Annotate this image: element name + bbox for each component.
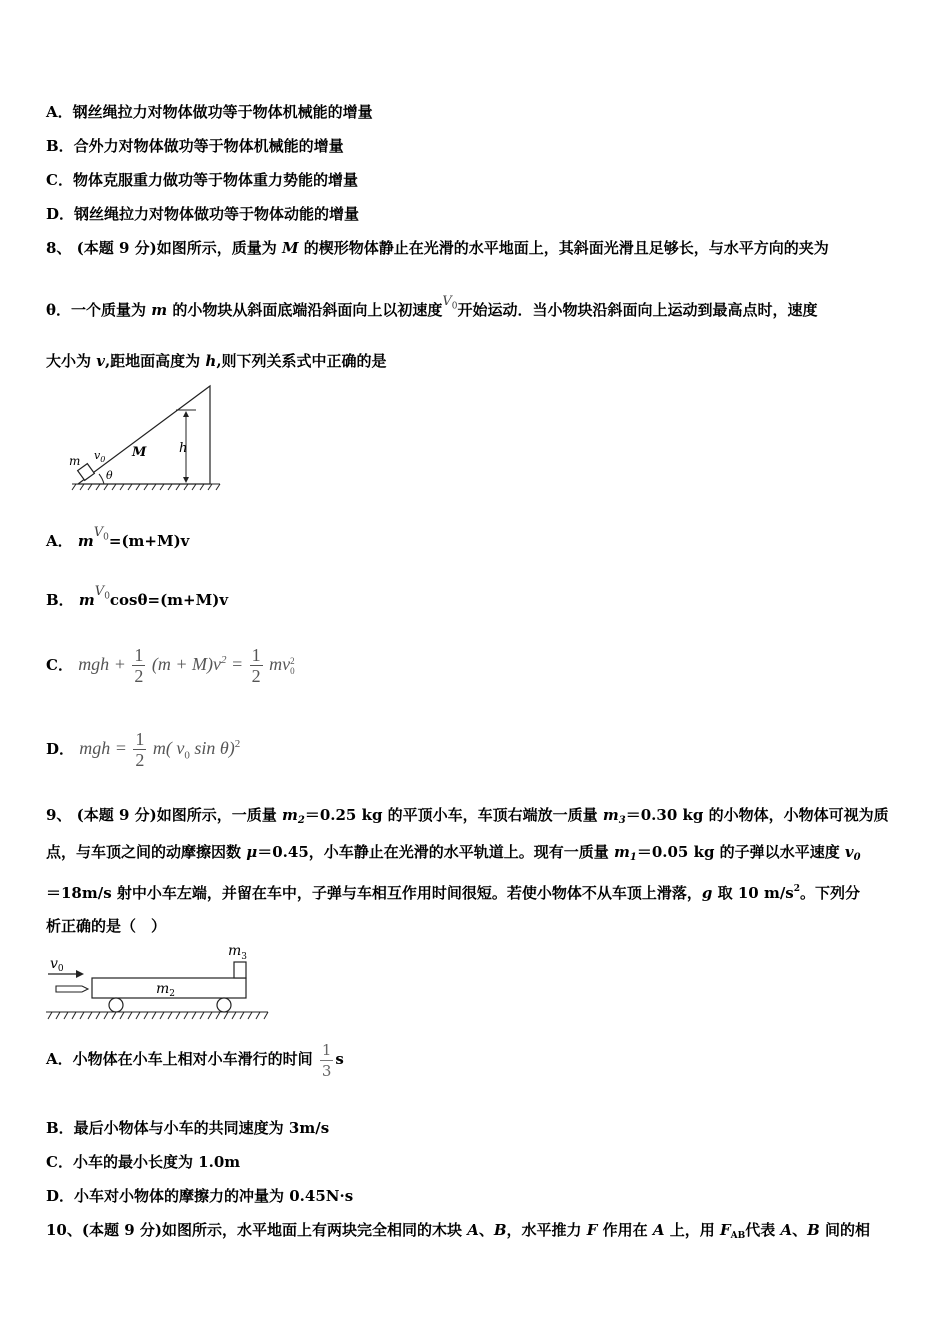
fraction-one-third: $\frac{1}{3}$	[321, 1040, 332, 1080]
q8-stem-line2: θ．一个质量为 m 的小物块从斜面底端沿斜面向上以初速度$V_0$开始运动．当小物块沿斜面向上运动到最高点时，速度	[46, 294, 818, 319]
q9-stem-line1: 9、 (本题 9 分)如图所示，一质量 $m_2=0.25$ kg 的平顶小车，车顶右端放一质量 $m_3=0.30$ kg 的小物体，小物体可视为质	[46, 806, 889, 826]
q7-option-d: D．钢丝绳拉力对物体做功等于物体动能的增量	[46, 205, 360, 223]
q8-stem-line1: 8、 (本题 9 分)如图所示，质量为 M 的楔形物体静止在光滑的水平地面上，其斜面光滑且足够长，与水平方向的夹为	[46, 239, 829, 257]
q8-wedge-figure	[64, 380, 224, 492]
height-arrowhead-down	[183, 477, 189, 483]
label-v0: $v_0$	[50, 956, 64, 974]
cart-wheel-right	[217, 998, 231, 1012]
bullet	[56, 986, 88, 992]
label-h: h	[179, 441, 188, 456]
q9-stem-line3: ＝18m/s 射中小车左端，并留在车中，子弹与车相互作用时间很短。若使小物体不从车顶上滑落，g 取 10 $m/s^2$。下列分	[46, 884, 861, 902]
label-M: M	[132, 445, 147, 460]
q8-option-b: B． $mV_0\cos\theta=(m+M)v$	[46, 584, 229, 609]
q9-option-c: C．小车的最小长度为 1.0m	[46, 1153, 241, 1171]
q9-stem-line4: 析正确的是（ ）	[46, 917, 167, 935]
q8-stem-line3: 大小为 v,距地面高度为 h,则下列关系式中正确的是	[46, 352, 387, 370]
q8-option-d: D． mgh = $\frac{1}{2}$ m( $v_0$ sin θ)$^2$	[46, 729, 241, 771]
q8-option-c: C． mgh + $\frac{1}{2}$ $(m + M)v^2$ = $\frac{1}{2}$ mv 2 0	[46, 645, 295, 687]
q9-cart-figure	[44, 940, 270, 1024]
v0-symbol: $V_0$	[442, 294, 458, 312]
velocity-arrowhead	[76, 970, 84, 978]
rail-hatching	[46, 1012, 268, 1019]
label-v0: $v_0$	[94, 449, 106, 464]
q9-stem-line2: 点，与车顶之间的动摩擦因数 μ＝0.45，小车静止在光滑的水平轨道上。现有一质量 $m_1=0.05$ kg 的子弹以水平速度 $v_0$	[46, 843, 861, 863]
height-arrowhead-up	[183, 411, 189, 417]
label-m3: $m_3$	[228, 943, 248, 962]
ground-hatching	[72, 484, 220, 490]
q7-option-a: A．钢丝绳拉力对物体做功等于物体机械能的增量	[46, 103, 373, 121]
cart-wheel-left	[109, 998, 123, 1012]
q7-option-b: B．合外力对物体做功等于物体机械能的增量	[46, 137, 344, 155]
small-object-m3	[234, 962, 246, 978]
formula-c: mgh + $\frac{1}{2}$ $(m + M)v^2$ = $\frac{1}{2}$ mv 2 0	[78, 645, 295, 687]
q9-option-b: B．最后小物体与小车的共同速度为 3m/s	[46, 1119, 330, 1137]
label-m2: $m_2$	[156, 981, 176, 999]
q9-option-a: A．小物体在小车上相对小车滑行的时间 $\frac{1}{3}$ s	[46, 1040, 344, 1080]
q9-option-d: D．小车对小物体的摩擦力的冲量为 0.45N·s	[46, 1187, 354, 1205]
theta-arc	[99, 474, 104, 484]
q8-option-a: A． $mV_0=(m+M)v$	[46, 525, 190, 550]
q10-stem-line1: 10、(本题 9 分)如图所示，水平地面上有两块完全相同的木块 A、B，水平推力 F 作用在 A 上，用 $F_{AB}$代表 A、B 间的相	[46, 1221, 871, 1241]
label-m: m	[69, 454, 81, 468]
wedge-shape	[78, 386, 210, 484]
label-theta: θ	[106, 469, 113, 482]
formula-d: mgh = $\frac{1}{2}$ m( $v_0$ sin θ)$^2$	[79, 729, 241, 771]
q7-option-c: C．物体克服重力做功等于物体重力势能的增量	[46, 171, 358, 189]
